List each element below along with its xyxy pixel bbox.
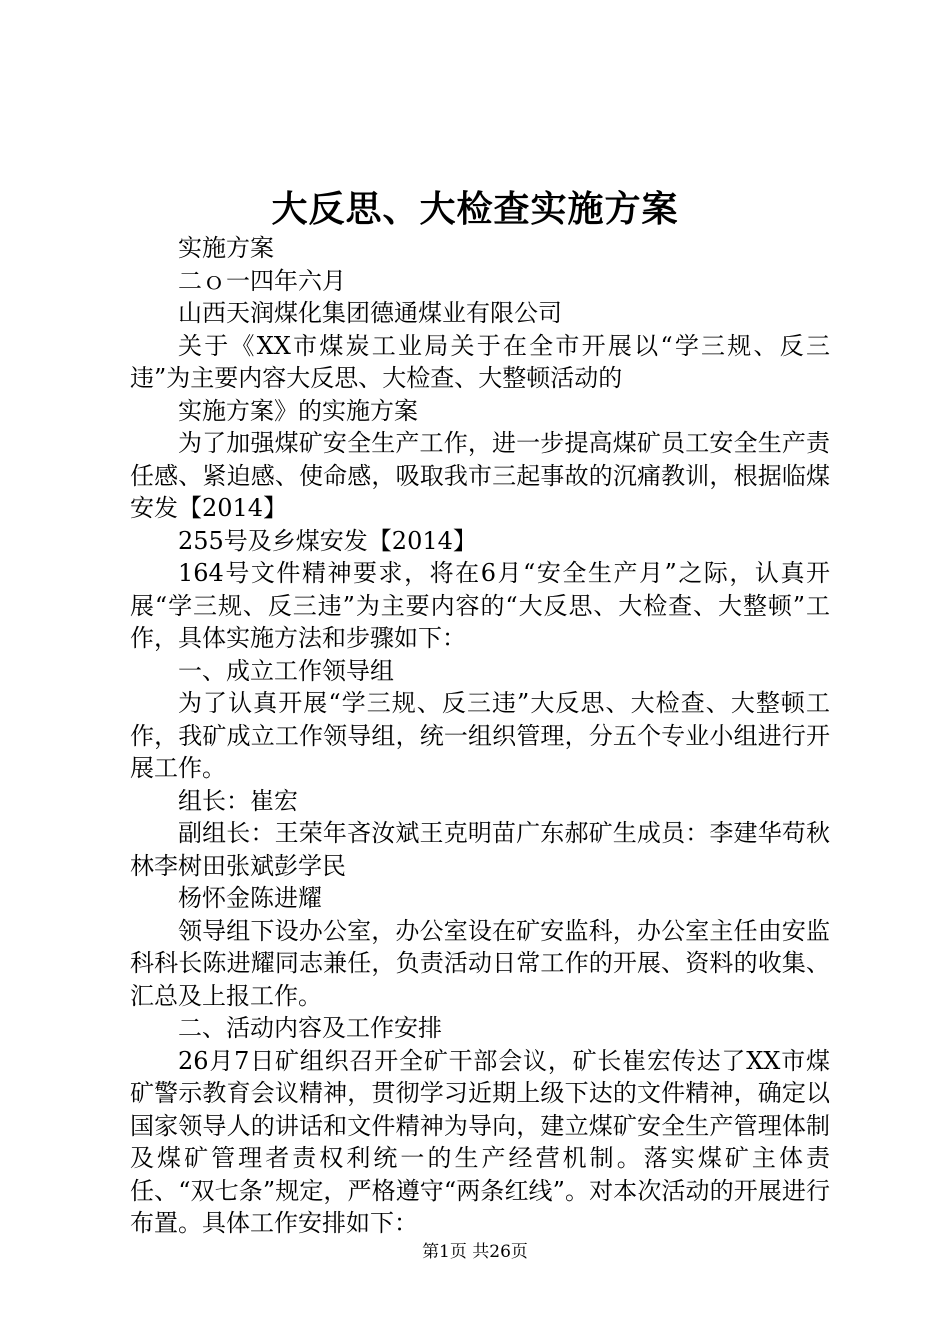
section-heading-activities: 二、活动内容及工作安排 <box>178 1014 442 1042</box>
paragraph-requirements: 164号文件精神要求，将在6月“安全生产月”之际，认真开展“学三规、反三违”为主要内容的“大反思、大检查、大整顿”工作，具体实施方法和步骤如下： <box>130 559 830 652</box>
paragraph-leadership: 为了认真开展“学三规、反三违”大反思、大检查、大整顿工作，我矿成立工作领导组，统一组织管理，分五个专业小组进行开展工作。 <box>130 689 830 782</box>
paragraph-office: 领导组下设办公室，办公室设在矿安监科，办公室主任由安监科科长陈进耀同志兼任，负责活动日常工作的开展、资料的收集、汇总及上报工作。 <box>130 916 830 1010</box>
paragraph-group-leader: 组长：崔宏 <box>178 786 298 815</box>
document-body <box>130 232 830 1240</box>
paragraph-subject-end: 实施方案》的实施方案 <box>178 396 418 425</box>
paragraph-members: 杨怀金陈进耀 <box>178 884 322 912</box>
paragraph-plan-label: 实施方案 <box>178 234 274 262</box>
paragraph-company: 山西天润煤化集团德通煤业有限公司 <box>178 299 562 327</box>
paragraph-subject: 关于《XX市煤炭工业局关于在全市开展以“学三规、反三违”为主要内容大反思、大检查、大整顿活动的 <box>130 331 830 392</box>
paragraph-deputy-leaders: 副组长：王荣年吝汝斌王克明苗广东郝矿生成员：李建华苟秋林李树田张斌彭学民 <box>130 819 830 880</box>
paragraph-purpose: 为了加强煤矿安全生产工作，进一步提高煤矿员工安全生产责任感、紧迫感、使命感，吸取我市三起事故的沉痛教训，根据临煤安发【2014】 <box>130 429 830 522</box>
paragraph-activities: 26月7日矿组织召开全矿干部会议，矿长崔宏传达了XX市煤矿警示教育会议精神，贯彻学习近期上级下达的文件精神，确定以国家领导人的讲话和文件精神为导向，建立煤矿安全生产管理体制及煤矿管理者责权利统一的生产经营机制。落实煤矿主体责任、“双七条”规定，严格遵守“两条红线”。对本次活动的开展进行布置。具体工作安排如下： <box>130 1046 830 1237</box>
document-title: 大反思、大检查实施方案 <box>271 188 679 230</box>
paragraph-doc-ref: 255号及乡煤安发【2014】 <box>178 526 477 555</box>
paragraph-date: 二ｏ一四年六月 <box>178 266 346 295</box>
page-indicator: 第1页 共26页 <box>422 1242 528 1262</box>
section-heading-leadership: 一、成立工作领导组 <box>178 656 394 685</box>
